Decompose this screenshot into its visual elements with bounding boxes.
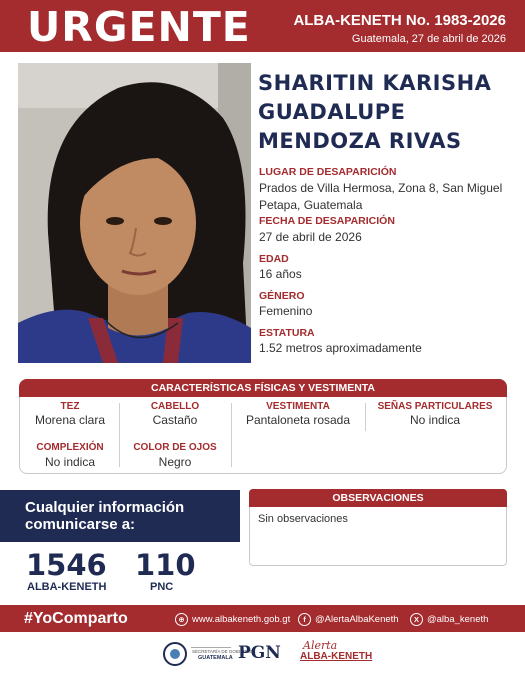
alerta-logo-text: Alerta <box>303 639 338 652</box>
eye-color-label: COLOR DE OJOS <box>133 442 217 453</box>
phone-label-pnc: PNC <box>150 581 174 593</box>
eye-color-value: Negro <box>158 455 192 469</box>
alert-number: ALBA-KENETH No. 1983-2026 <box>293 12 506 29</box>
person-photo <box>18 63 251 363</box>
name-line: MENDOZA RIVAS <box>258 129 462 153</box>
facebook-text: @AlertaAlbaKeneth <box>315 613 399 625</box>
disappearance-place-label: LUGAR DE DESAPARICIÓN <box>259 166 397 178</box>
gender-value: Femenino <box>259 304 313 318</box>
disappearance-place-value: Prados de Villa Hermosa, Zona 8, San Miguel Petapa, Guatemala <box>259 181 503 212</box>
gender-label: GÉNERO <box>259 290 305 302</box>
alba-keneth-logo: ALBA-KENETH <box>300 651 373 662</box>
contact-text <box>25 499 235 533</box>
gob-line1: SECRETARÍA DE GOBIERNO <box>192 649 254 654</box>
person-name <box>258 69 520 156</box>
clothing-label: VESTIMENTA <box>266 401 330 412</box>
website-link[interactable] <box>175 612 290 626</box>
pgn-logo: PGN <box>238 643 281 663</box>
phone-number-alba: 1546 <box>26 548 107 582</box>
height-value: 1.52 metros aproximadamente <box>259 341 422 355</box>
x-icon: X <box>410 613 423 626</box>
gob-line2: GUATEMALA <box>198 655 233 661</box>
name-line: SHARITIN KARISHA <box>258 71 492 95</box>
globe-icon: ⊕ <box>175 613 188 626</box>
urgent-title: URGENTE <box>27 3 251 51</box>
contact-line: comunicarse a: <box>25 516 136 533</box>
distinguishing-marks-value: No indica <box>409 413 461 427</box>
observations-text: Sin observaciones <box>258 513 348 525</box>
hair-label: CABELLO <box>150 401 200 412</box>
hashtag: #YoComparto <box>24 610 128 627</box>
guatemala-seal-icon <box>162 640 188 668</box>
hair-value: Castaño <box>152 413 198 427</box>
twitter-link[interactable] <box>410 612 488 626</box>
height-label: ESTATURA <box>259 327 315 339</box>
distinguishing-marks-label: SEÑAS PARTICULARES <box>377 401 493 412</box>
clothing-value: Pantaloneta rosada <box>245 413 351 427</box>
build-label: COMPLEXIÓN <box>36 442 104 453</box>
age-label: EDAD <box>259 253 289 265</box>
build-value: No indica <box>44 455 96 469</box>
name-line: GUADALUPE <box>258 100 406 124</box>
skin-value: Morena clara <box>34 413 106 427</box>
location-date: Guatemala, 27 de abril de 2026 <box>351 33 506 45</box>
contact-line: Cualquier información <box>25 499 185 516</box>
observations-title: OBSERVACIONES <box>249 489 507 507</box>
phone-number-pnc: 110 <box>135 548 196 582</box>
twitter-text: @alba_keneth <box>427 613 489 625</box>
facebook-icon: f <box>298 613 311 626</box>
website-text: www.albakeneth.gob.gt <box>192 613 291 625</box>
disappearance-date-value: 27 de abril de 2026 <box>259 230 362 244</box>
facebook-link[interactable] <box>298 612 399 626</box>
age-value: 16 años <box>259 267 302 281</box>
characteristics-title: CARACTERÍSTICAS FÍSICAS Y VESTIMENTA <box>19 379 507 397</box>
phone-label-alba: ALBA-KENETH <box>27 581 107 593</box>
skin-label: TEZ <box>60 401 80 412</box>
disappearance-date-label: FECHA DE DESAPARICIÓN <box>259 215 395 227</box>
